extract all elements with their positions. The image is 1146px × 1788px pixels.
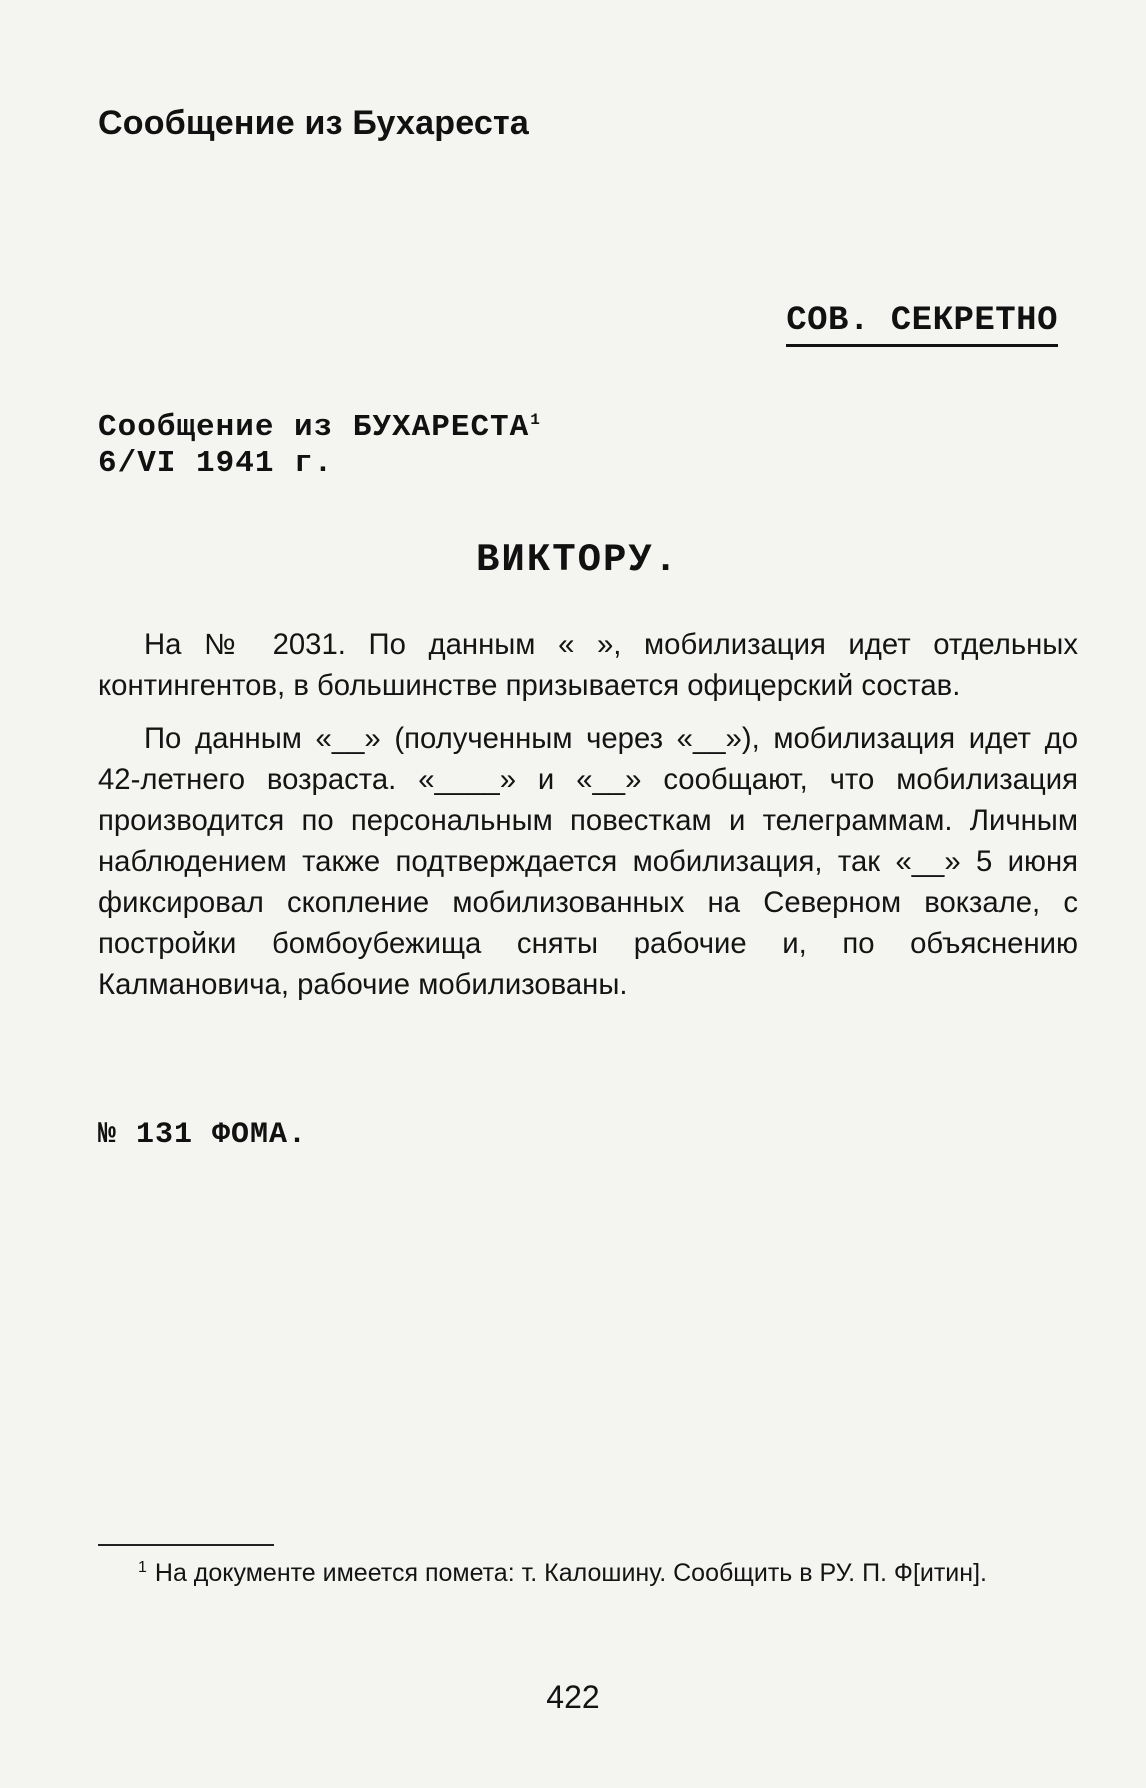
page-number: 422 [546,1679,600,1715]
footnote-text: На документе имеется помета: т. Калошину. Сообщить в РУ. П. Ф[итин]. [154,1559,987,1587]
recipient: ВИКТОРУ. [476,538,680,582]
page-heading: Сообщение из Бухареста [98,104,529,142]
signature: № 131 ФОМА. [98,1118,308,1152]
message-title [98,410,541,482]
footnote-reference: 1 [530,410,541,429]
footnote-mark: 1 [138,1558,147,1576]
message-origin-line [98,410,541,446]
footnote-divider [98,1544,274,1546]
footnote [98,1554,1078,1592]
message-date: 6/VI 1941 г. [98,446,334,481]
message-origin: Сообщение из БУХАРЕСТА [98,410,530,445]
body-paragraph-1: На № 2031. По данным « », мобилизация идет отдельных контингентов, в большинстве призывается офицерский состав. [98,628,1078,702]
body-paragraph-2: По данным «__» (полученным через «__»), мобилизация идет до 42-летнего возраста. «____» и «__» сообщают, что мобилизация производится по персональным повесткам и телеграммам. Личным наблюдением также подтверждается мобилизация, так «__» 5 июня фиксировал скопление мобилизованных на Северном вокзале, с постройки бомбоубежища сняты рабочие и, по объяснению Калмановича, рабочие мобилизованы. [98,722,1078,1001]
classification-stamp: СОВ. СЕКРЕТНО [786,302,1058,347]
message-body [98,624,1078,1005]
